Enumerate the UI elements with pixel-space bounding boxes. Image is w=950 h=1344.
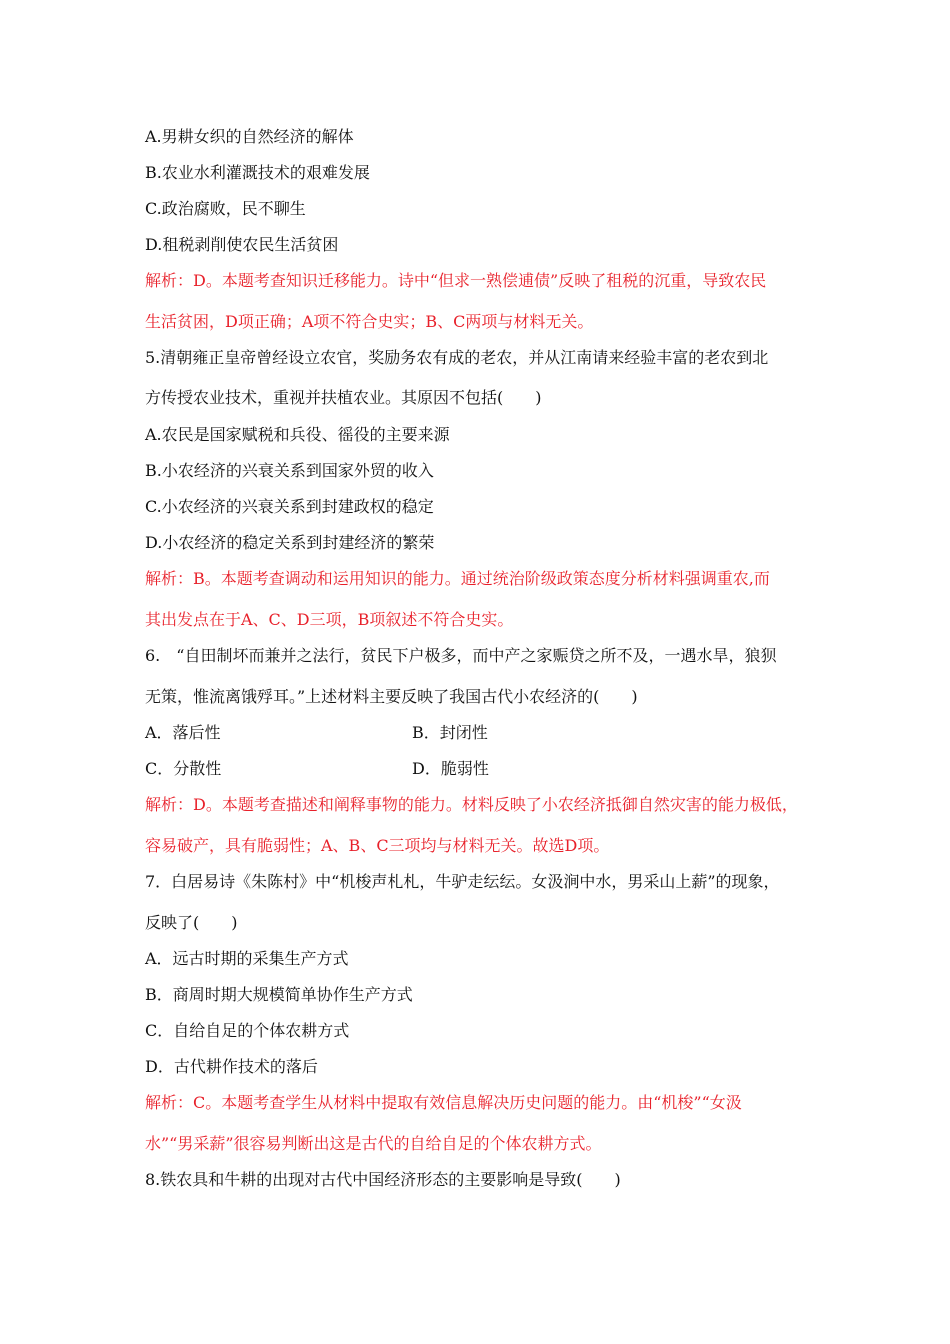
option-c: C.政治腐败，民不聊生 <box>145 199 306 218</box>
question-7-stem: 7．白居易诗《朱陈村》中“机梭声札札，牛驴走纭纭。女汲涧中水，男采山上薪”的现象， <box>145 872 780 891</box>
analysis-line: 解析：C。本题考查学生从材料中提取有效信息解决历史问题的能力。由“机梭”“女汲 <box>145 1093 742 1112</box>
analysis-line: 其出发点在于A、C、D三项，B项叙述不符合史实。 <box>145 610 514 629</box>
option-c: C．分散性 <box>145 759 222 778</box>
question-5-stem: 方传授农业技术，重视并扶植农业。其原因不包括( ) <box>145 388 542 407</box>
analysis-line: 容易破产，具有脆弱性；A、B、C三项均与材料无关。故选D项。 <box>145 836 610 855</box>
option-a: A．落后性 <box>145 723 221 742</box>
question-6-stem: 6. “自田制坏而兼并之法行，贫民下户极多，而中产之家赈贷之所不及，一遇水旱，狼狈 <box>145 646 777 665</box>
option-b: B．商周时期大规模简单协作生产方式 <box>145 985 413 1004</box>
option-b: B．封闭性 <box>412 723 488 742</box>
option-c: C．自给自足的个体农耕方式 <box>145 1021 350 1040</box>
option-b: B.小农经济的兴衰关系到国家外贸的收入 <box>145 461 434 480</box>
option-d: D．脆弱性 <box>412 759 489 778</box>
option-d: D.小农经济的稳定关系到封建经济的繁荣 <box>145 533 435 552</box>
question-8-stem: 8.铁农具和牛耕的出现对古代中国经济形态的主要影响是导致( ) <box>145 1170 621 1189</box>
option-d: D．古代耕作技术的落后 <box>145 1057 318 1076</box>
analysis-line: 解析：D。本题考查描述和阐释事物的能力。材料反映了小农经济抵御自然灾害的能力极低， <box>145 795 798 814</box>
question-6-stem: 无策，惟流离饿殍耳。”上述材料主要反映了我国古代小农经济的( ) <box>145 687 638 706</box>
option-a: A.男耕女织的自然经济的解体 <box>145 127 354 146</box>
option-b: B.农业水利灌溉技术的艰难发展 <box>145 163 370 182</box>
question-5-stem: 5.清朝雍正皇帝曾经设立农官，奖励务农有成的老农，并从江南请来经验丰富的老农到北 <box>145 348 769 367</box>
analysis-line: 生活贫困，D项正确；A项不符合史实；B、C两项与材料无关。 <box>145 312 594 331</box>
option-c: C.小农经济的兴衰关系到封建政权的稳定 <box>145 497 434 516</box>
analysis-line: 解析：D。本题考查知识迁移能力。诗中“但求一熟偿逋债”反映了租税的沉重，导致农民 <box>145 271 767 290</box>
option-a: A．远古时期的采集生产方式 <box>145 949 349 968</box>
option-d: D.租税剥削使农民生活贫困 <box>145 235 339 254</box>
option-a: A.农民是国家赋税和兵役、徭役的主要来源 <box>145 425 450 444</box>
question-7-stem: 反映了( ) <box>145 913 238 932</box>
analysis-line: 解析：B。本题考查调动和运用知识的能力。通过统治阶级政策态度分析材料强调重农,而 <box>145 569 770 588</box>
analysis-line: 水”“男采薪”很容易判断出这是古代的自给自足的个体农耕方式。 <box>145 1134 602 1153</box>
